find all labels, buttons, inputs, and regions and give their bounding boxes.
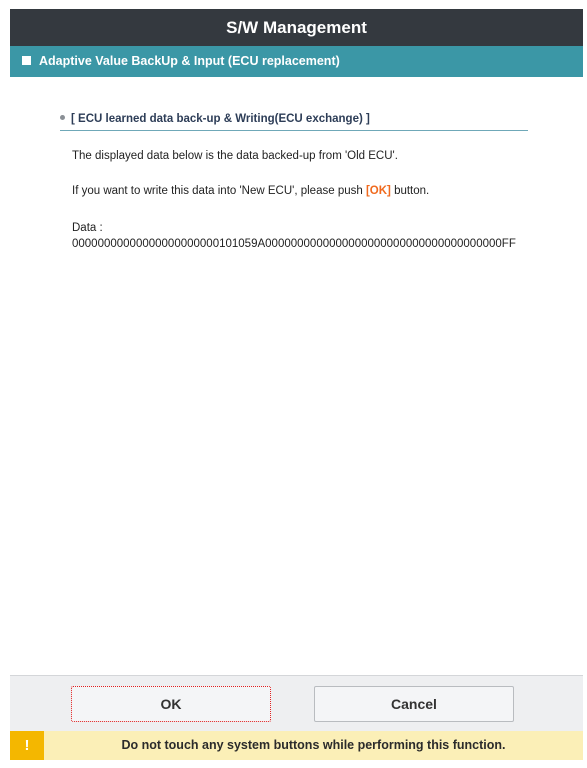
warning-banner (10, 731, 583, 760)
square-bullet-icon (22, 56, 31, 65)
dot-bullet-icon (60, 115, 65, 120)
data-label: Data : (72, 222, 103, 234)
ok-button[interactable]: OK (71, 686, 271, 722)
data-value: 00000000000000000000000101059A0000000000000000000000000000000000000FF (72, 238, 516, 250)
info-text-line1: The displayed data below is the data backed-up from 'Old ECU'. (72, 150, 398, 162)
section-header (60, 110, 528, 131)
info-text-line2-prefix: If you want to write this data into 'New ECU', please push (72, 185, 366, 197)
window-title: S/W Management (10, 9, 583, 46)
content-area (10, 77, 583, 675)
button-bar (10, 675, 583, 732)
subheader-title: Adaptive Value BackUp & Input (ECU replacement) (39, 54, 340, 68)
info-text-line2-suffix: button. (390, 185, 430, 197)
warning-text: Do not touch any system buttons while performing this function. (121, 738, 506, 752)
info-text-line2 (72, 185, 429, 197)
section-title: [ ECU learned data back-up & Writing(ECU exchange) ] (71, 113, 370, 125)
cancel-button[interactable]: Cancel (314, 686, 514, 722)
subheader-bar (10, 46, 583, 77)
exclamation-icon: ! (10, 731, 44, 760)
ok-highlight-text: [OK] (365, 185, 391, 197)
app-window (10, 0, 583, 768)
